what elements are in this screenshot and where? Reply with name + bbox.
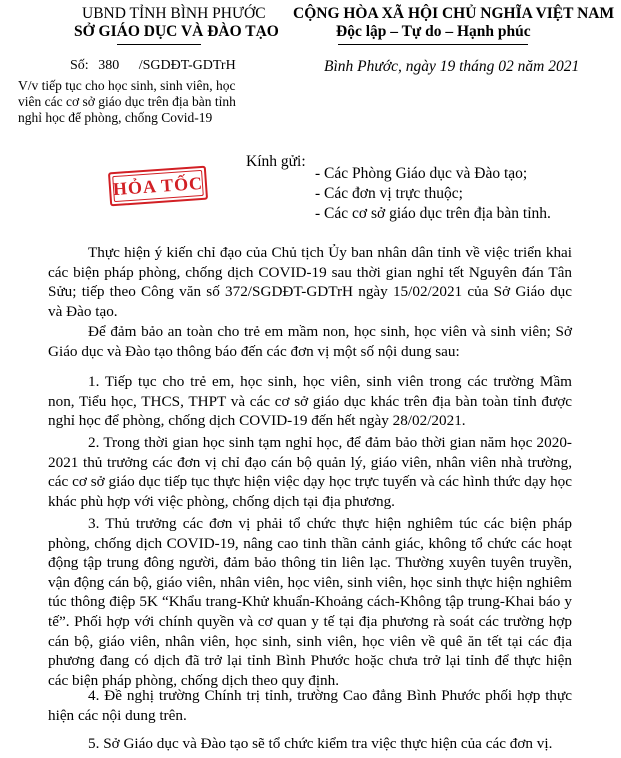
doc-code: /SGDĐT-GDTrH bbox=[138, 58, 236, 73]
urgent-stamp bbox=[108, 166, 208, 207]
nation-title: CỘNG HÒA XÃ HỘI CHỦ NGHĨA VIỆT NAM bbox=[293, 5, 615, 22]
place-date: Bình Phước, ngày 19 tháng 02 năm 2021 bbox=[324, 58, 580, 75]
recipient-item: - Các cơ sở giáo dục trên địa bàn tỉnh. bbox=[315, 205, 551, 222]
numbered-item: 5. Sở Giáo dục và Đào tạo sẽ tổ chức kiểm tra việc thực hiện của các đơn vị. bbox=[88, 735, 553, 752]
recipients-label: Kính gửi: bbox=[246, 153, 306, 170]
department-name: SỞ GIÁO DỤC VÀ ĐÀO TẠO bbox=[74, 23, 279, 40]
national-motto: Độc lập – Tự do – Hạnh phúc bbox=[336, 23, 531, 40]
body-paragraph: Thực hiện ý kiến chỉ đạo của Chủ tịch Ủy ban nhân dân tỉnh về việc triển khai các biện pháp phòng, chống dịch COVID-19 sau thời gian nghỉ tết Nguyên đán Tân Sửu; tiếp theo Công văn số 372/SGDĐT-GDTrH ngày 15/02/2021 của Sở Giáo dục và Đào tạo. bbox=[48, 244, 572, 320]
department-underline bbox=[117, 44, 201, 45]
numbered-item: 3. Thủ trưởng các đơn vị phải tổ chức thực hiện nghiêm túc các biện pháp phòng, chống dịch COVID-19, nâng cao tinh thần cảnh giác, không tổ chức các hoạt động tập trung đông người, đảm bảo thông tin liên lạc. Thường xuyên tuyên truyền, vận động cán bộ, giáo viên, nhân viên, học viên, sinh viên, học sinh thực hiện nghiêm túc thông điệp 5K “Khẩu trang-Khử khuẩn-Khoảng cách-Không tập trung-Khai báo y tế”. Phối hợp với chính quyền và cơ quan y tế tại địa phương rà soát các trường hợp cán bộ, giáo viên, nhân viên, học sinh, sinh viên, học viên về quê ăn tết tại các địa phương đang có dịch đã trở lại tỉnh Bình Phước hoặc chưa trở lại tỉnh để thực hiện các biện pháp phòng, chống dịch theo quy định. bbox=[48, 515, 572, 689]
recipient-item: - Các đơn vị trực thuộc; bbox=[315, 185, 463, 202]
subject-line-1: V/v tiếp tục cho học sinh, sinh viên, học bbox=[18, 78, 236, 93]
body-paragraph: Để đảm bảo an toàn cho trẻ em mầm non, học sinh, học viên và sinh viên; Sở Giáo dục và Đào tạo thông báo đến các đơn vị một số nội dung sau: bbox=[48, 323, 572, 360]
numbered-item: 1. Tiếp tục cho trẻ em, học sinh, học viên, sinh viên trong các trường Mầm non, Tiểu học, THCS, THPT và các cơ sở giáo dục khác trên địa bàn toàn tỉnh được nghỉ học để phòng, chống dịch COVID-19 đến hết ngày 28/02/2021. bbox=[48, 373, 572, 430]
numbered-item: 4. Đề nghị trường Chính trị tỉnh, trường Cao đẳng Bình Phước phối hợp thực hiện các nội dung trên. bbox=[48, 687, 572, 724]
stamp-text: HỎA TỐC bbox=[112, 172, 204, 199]
subject-line-3: nghỉ học để phòng, chống Covid-19 bbox=[18, 110, 213, 125]
agency-name: UBND TỈNH BÌNH PHƯỚC bbox=[82, 5, 266, 22]
doc-number-line bbox=[70, 58, 236, 74]
motto-underline bbox=[338, 44, 528, 45]
doc-number: 380 bbox=[98, 58, 120, 73]
subject-line-2: viên các cơ sở giáo dục trên địa bàn tỉnh bbox=[18, 94, 236, 109]
numbered-item: 2. Trong thời gian học sinh tạm nghỉ học, để đảm bảo thời gian năm học 2020-2021 thủ trưởng các đơn vị chỉ đạo cán bộ quản lý, giáo viên, nhân viên nhà trường, các cơ sở giáo dục tiếp tục thực hiện việc dạy học trực tuyến và các hình thức dạy học khác phù hợp với việc phòng, chống dịch tại địa phương. bbox=[48, 434, 572, 510]
recipient-item: - Các Phòng Giáo dục và Đào tạo; bbox=[315, 165, 528, 182]
doc-number-label: Số: bbox=[70, 58, 89, 73]
